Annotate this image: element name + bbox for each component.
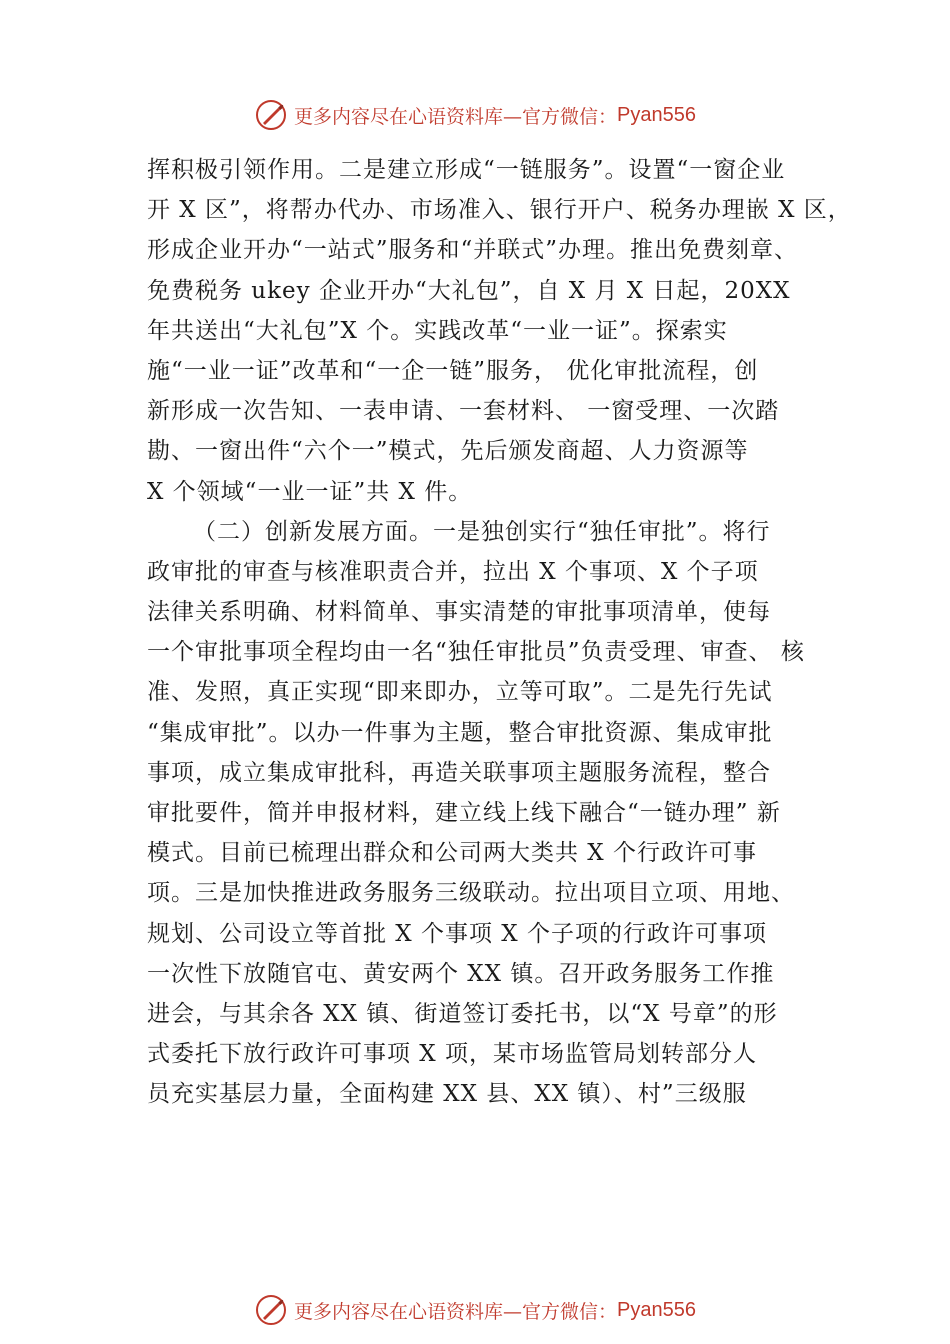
text-line: 新形成一次告知、一表申请、一套材料、 一窗受理、一次踏 [147, 398, 780, 425]
text-line: 准、发照，真正实现“即来即办，立等可取”。二是先行先试 [147, 679, 773, 706]
text-line: 挥积极引领作用。二是建立形成“一链服务”。设置“一窗企业 [147, 157, 786, 183]
text-line: 政审批的审查与核准职责合并，拉出 X 个事项、X 个子项 [147, 558, 759, 585]
text-line: 施“一业一证”改革和“一企一链”服务， 优化审批流程，创 [147, 357, 759, 384]
text-line: 式委托下放行政许可事项 X 项，某市场监管局划转部分人 [147, 1041, 757, 1068]
text-line: 勘、一窗出件“六个一”模式，先后颁发商超、人力资源等 [147, 438, 749, 465]
text-line: 形成企业开办“一站式”服务和“并联式”办理。推出免费刻章、 [147, 237, 799, 264]
text-line: 法律关系明确、材料简单、事实清楚的审批事项清单，使每 [147, 599, 771, 626]
text-line: 模式。目前已梳理出群众和公司两大类共 X 个行政许可事 [147, 840, 757, 867]
quill-logo-icon [254, 1293, 288, 1327]
header-watermark [0, 95, 950, 135]
text-line: “集成审批”。以办一件事为主题，整合审批资源、集成审批 [147, 719, 773, 746]
watermark-text: 更多内容尽在心语资料库—官方微信： [294, 1300, 618, 1323]
text-line: X 个领域“一业一证”共 X 件。 [147, 478, 473, 505]
quill-logo-icon [254, 98, 288, 132]
watermark-wechat-id: Pyan556 [617, 103, 696, 126]
text-line: 事项，成立集成审批科，再造关联事项主题服务流程，整合 [147, 759, 771, 786]
text-line: 一个审批事项全程均由一名“独任审批员”负责受理、审查、 核 [147, 639, 805, 666]
text-line: 审批要件，简并申报材料，建立线上线下融合“一链办理” 新 [147, 800, 781, 826]
document-body [147, 150, 852, 1115]
text-line: 员充实基层力量，全面构建 XX 县、XX 镇）、村”三级服 [147, 1081, 747, 1108]
text-line: 进会，与其余各 XX 镇、街道签订委托书，以“X 号章”的形 [147, 1000, 778, 1027]
text-line: 开 X 区”，将帮办代办、市场准入、银行开户、税务办理嵌 X 区， [147, 197, 852, 224]
watermark-wechat-id: Pyan556 [617, 1298, 696, 1321]
watermark-text: 更多内容尽在心语资料库—官方微信： [294, 105, 618, 128]
text-line: 规划、公司设立等首批 X 个事项 X 个子项的行政许可事项 [147, 920, 767, 947]
text-line: 年共送出“大礼包”X 个。实践改革“一业一证”。探索实 [147, 317, 728, 344]
footer-watermark [0, 1290, 950, 1330]
section-heading-line: （二）创新发展方面。一是独创实行“独任审批”。将行 [193, 518, 771, 545]
text-line: 项。三是加快推进政务服务三级联动。拉出项目立项、用地、 [147, 880, 795, 907]
text-line: 免费税务 ukey 企业开办“大礼包”，自 X 月 X 日起，20XX [147, 277, 791, 304]
text-line: 一次性下放随官屯、黄安两个 XX 镇。召开政务服务工作推 [147, 960, 775, 987]
